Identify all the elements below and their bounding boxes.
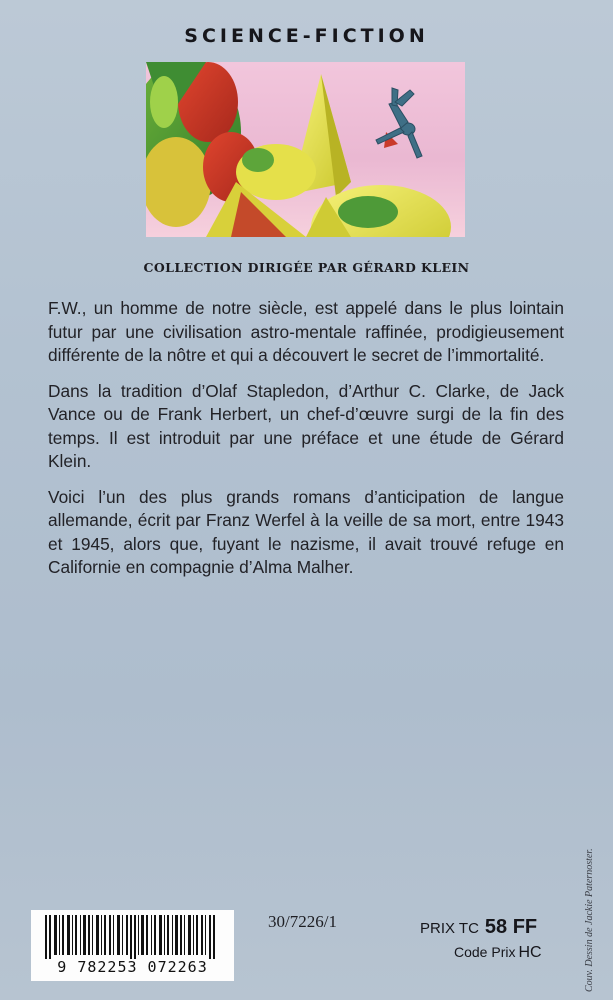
barcode-number: 9 782253 072263: [57, 958, 208, 976]
collection-editor-line: COLLECTION DIRIGÉE PAR GÉRARD KLEIN: [143, 260, 470, 275]
price: [420, 916, 537, 939]
blurb-paragraph: F.W., un homme de notre siècle, est appelé dans le plus lointain futur par une civilisation astro-mentale raffinée, prodigieusement différente de la nôtre et qui a découvert le secret de l’immortalité.: [48, 298, 564, 365]
price-code-value: HC: [518, 944, 542, 961]
blurb-paragraph: Dans la tradition d’Olaf Stapledon, d’Arthur C. Clarke, de Jack Vance ou de Frank Herbert, un chef-d’œuvre surgi de la fin des temps. Il est introduit par une préface et une étude de Gérard Klein.: [48, 380, 564, 471]
series-title: SCIENCE-FICTION: [184, 25, 429, 47]
price-label: PRIX TC: [420, 920, 479, 937]
cover-credit: Couv. Dessin de Jackie Paternoster.: [584, 848, 595, 992]
price-value: 58 FF: [484, 916, 538, 938]
price-code: [454, 944, 542, 962]
catalog-reference: 30/7226/1: [268, 912, 337, 931]
barcode-bars: [45, 915, 220, 959]
barcode: [31, 910, 234, 981]
blurb-paragraph: Voici l’un des plus grands romans d’anticipation de langue allemande, écrit par Franz Werfel à la veille de sa mort, entre 1943 et 1945, alors que, fuyant le nazisme, il avait trouvé refuge en Californie en compagnie d’Alma Malher.: [48, 486, 564, 577]
price-code-label: Code Prix: [454, 944, 516, 960]
cover-illustration: [146, 62, 465, 237]
back-cover-blurb: [48, 297, 564, 592]
